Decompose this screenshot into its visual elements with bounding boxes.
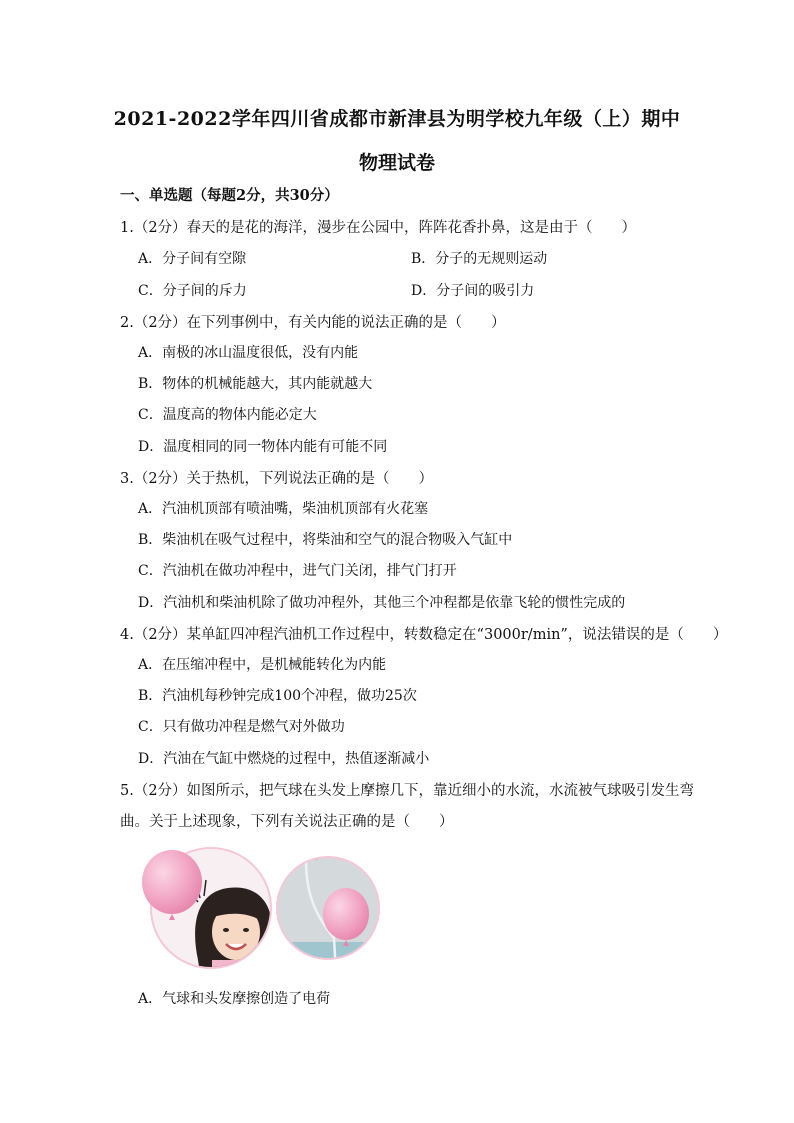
question-3-option-b: B．柴油机在吸气过程中，将柴油和空气的混合物吸入气缸中 <box>138 532 513 548</box>
question-3-stem: 3.（2分）关于热机，下列说法正确的是（ ） <box>120 471 434 487</box>
question-5-stem-line1: 5.（2分）如图所示，把气球在头发上摩擦几下，靠近细小的水流，水流被气球吸引发生弯 <box>120 783 695 799</box>
water-stream-photo-circle <box>268 842 388 974</box>
question-2-option-b: B．物体的机械能越大，其内能就越大 <box>138 376 373 392</box>
question-1-option-c: C．分子间的斥力 <box>138 283 247 299</box>
question-2-stem: 2.（2分）在下列事例中，有关内能的说法正确的是（ ） <box>120 315 506 331</box>
question-2-option-c: C．温度高的物体内能必定大 <box>138 407 317 423</box>
balloon-experiment-illustration <box>138 842 388 974</box>
section-heading: 一、单选题（每题2分，共30分） <box>120 187 339 204</box>
question-4-option-b: B．汽油机每秒钟完成100个冲程，做功25次 <box>138 688 417 704</box>
exam-title-line1: 2021-2022学年四川省成都市新津县为明学校九年级（上）期中 <box>113 108 681 130</box>
question-3-option-a: A．汽油机顶部有喷油嘴，柴油机顶部有火花塞 <box>138 501 429 517</box>
question-1-option-d: D．分子间的吸引力 <box>411 283 535 299</box>
question-4-stem: 4.（2分）某单缸四冲程汽油机工作过程中，转数稳定在“3000r/min”，说法错误的是（ ） <box>120 627 728 643</box>
question-4-option-d: D．汽油在气缸中燃烧的过程中，热值逐渐减小 <box>138 751 430 767</box>
question-1-stem: 1.（2分）春天的是花的海洋，漫步在公园中，阵阵花香扑鼻，这是由于（ ） <box>120 220 637 236</box>
girl-photo-circle <box>138 842 278 974</box>
exam-title-line2: 物理试卷 <box>358 152 435 174</box>
question-5-stem-line2: 曲。关于上述现象，下列有关说法正确的是（ ） <box>120 814 454 830</box>
question-2-option-d: D．温度相同的同一物体内能有可能不同 <box>138 439 388 455</box>
question-2-option-a: A．南极的冰山温度很低，没有内能 <box>138 345 359 361</box>
question-3-option-d: D．汽油机和柴油机除了做功冲程外，其他三个冲程都是依靠飞轮的惯性完成的 <box>138 595 626 611</box>
question-1-option-b: B．分子的无规则运动 <box>411 251 548 267</box>
question-1-option-a: A．分子间有空隙 <box>138 251 247 267</box>
question-3-option-c: C．汽油机在做功冲程中，进气门关闭，排气门打开 <box>138 563 457 579</box>
question-4-option-c: C．只有做功冲程是燃气对外做功 <box>138 719 345 735</box>
question-5-option-a: A．气球和头发摩擦创造了电荷 <box>138 991 331 1007</box>
question-4-option-a: A．在压缩冲程中，是机械能转化为内能 <box>138 657 387 673</box>
